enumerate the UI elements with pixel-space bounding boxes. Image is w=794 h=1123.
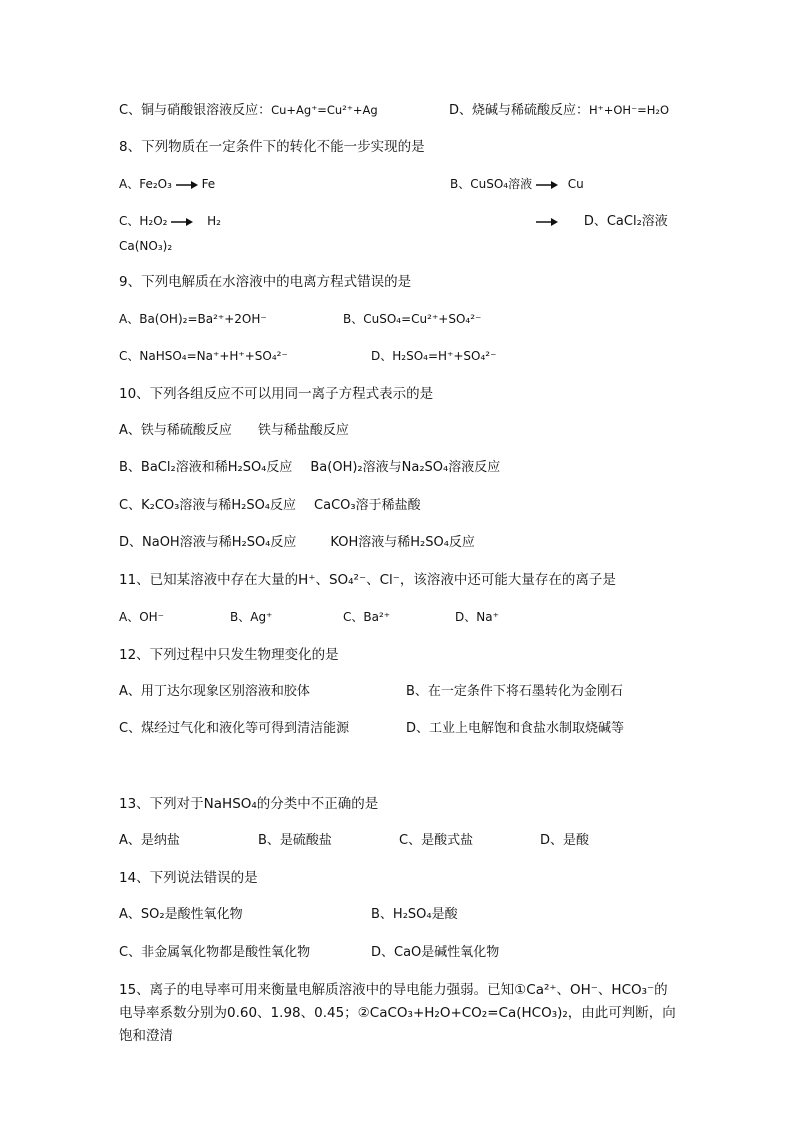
q8-stem: 8、下列物质在一定条件下的转化不能一步实现的是	[119, 139, 425, 155]
q10-c-second: CaCO₃溶于稀盐酸	[314, 498, 421, 513]
reaction-arrow-icon	[536, 180, 558, 190]
q10-d-second: KOH溶液与稀H₂SO₄反应	[330, 535, 475, 550]
q15-paragraph: 15、离子的电导率可用来衡量电解质溶液中的导电能力强弱。已知①Ca²⁺、OH⁻、HCO₃⁻的电导率系数分别为0.60、1.98、0.45；②CaCO₃+H₂O+CO₂=Ca(HCO₃)₂，由此可判断，向饱和澄清	[119, 982, 676, 1044]
q10-c-first: C、K₂CO₃溶液与稀H₂SO₄反应	[119, 498, 297, 513]
q10-a-second: 铁与稀盐酸反应	[257, 423, 349, 438]
q8-b-reactant: B、CuSO₄溶液	[450, 177, 533, 191]
q8-option-d	[536, 212, 668, 231]
q12-option-c: C、煤经过气化和液化等可得到清洁能源	[119, 721, 350, 736]
q11-option-d: D、Na⁺	[455, 610, 499, 624]
q13-option-c: C、是酸式盐	[399, 833, 474, 848]
q8-a-product: Fe	[201, 177, 216, 191]
q13-option-a: A、是纳盐	[119, 833, 180, 848]
q10-b-second: Ba(OH)₂溶液与Na₂SO₄溶液反应	[310, 460, 501, 475]
q7-option-c	[119, 101, 378, 120]
q14-option-a: A、SO₂是酸性氧化物	[119, 907, 243, 922]
q14-option-d: D、CaO是碱性氧化物	[371, 945, 500, 960]
q8-option-c	[119, 212, 221, 230]
q8-b-product: Cu	[567, 177, 584, 191]
q8-option-a	[119, 175, 215, 193]
q7-option-d	[449, 101, 669, 120]
q14-option-c: C、非金属氧化物都是酸性氧化物	[119, 945, 311, 960]
reaction-arrow-icon	[171, 217, 193, 227]
q7-option-c-equation: Cu+Ag⁺=Cu²⁺+Ag	[271, 103, 378, 117]
q10-d-first: D、NaOH溶液与稀H₂SO₄反应	[119, 535, 297, 550]
q8-option-d-continued: Ca(NO₃)₂	[119, 239, 173, 253]
q13-option-d: D、是酸	[540, 833, 590, 848]
q8-c-product: H₂	[207, 214, 221, 228]
reaction-arrow-icon	[536, 217, 558, 227]
q13-stem: 13、下列对于NaHSO₄的分类中不正确的是	[119, 796, 379, 812]
q7-option-d-equation: H⁺+OH⁻=H₂O	[589, 103, 670, 117]
q12-option-b: B、在一定条件下将石墨转化为金刚石	[406, 684, 623, 699]
q14-option-b: B、H₂SO₄是酸	[371, 907, 458, 922]
q12-stem: 12、下列过程中只发生物理变化的是	[119, 647, 339, 663]
q10-a-first: A、铁与稀硫酸反应	[119, 423, 232, 438]
q10-b-first: B、BaCl₂溶液和稀H₂SO₄反应	[119, 460, 293, 475]
q10-stem: 10、下列各组反应不可以用同一离子方程式表示的是	[119, 386, 434, 402]
q9-stem: 9、下列电解质在水溶液中的电离方程式错误的是	[119, 274, 412, 290]
q11-stem: 11、已知某溶液中存在大量的H⁺、SO₄²⁻、Cl⁻，该溶液中还可能大量存在的离子是	[119, 572, 616, 588]
q12-option-a: A、用丁达尔现象区别溶液和胶体	[119, 684, 310, 699]
q7-option-d-label: D、烧碱与稀硫酸反应：	[449, 103, 590, 118]
q10-option-c	[119, 497, 421, 515]
q9-option-c: C、NaHSO₄=Na⁺+H⁺+SO₄²⁻	[119, 349, 288, 363]
q10-option-a	[119, 422, 349, 440]
q8-d-text: D、CaCl₂溶液	[583, 214, 668, 229]
q8-c-reactant: C、H₂O₂	[119, 214, 168, 228]
q10-option-d	[119, 534, 475, 552]
q7-option-c-label: C、铜与硝酸银溶液反应：	[119, 103, 272, 118]
reaction-arrow-icon	[176, 180, 198, 190]
q13-option-b: B、是硫酸盐	[258, 833, 332, 848]
q8-option-b	[450, 175, 584, 193]
q9-option-d: D、H₂SO₄=H⁺+SO₄²⁻	[371, 349, 497, 363]
q9-option-a: A、Ba(OH)₂=Ba²⁺+2OH⁻	[119, 312, 267, 326]
q11-option-a: A、OH⁻	[119, 610, 165, 624]
q10-option-b	[119, 459, 500, 477]
q12-option-d: D、工业上电解饱和食盐水制取烧碱等	[406, 721, 625, 736]
q9-option-b: B、CuSO₄=Cu²⁺+SO₄²⁻	[343, 312, 482, 326]
q11-option-b: B、Ag⁺	[230, 610, 273, 624]
q11-option-c: C、Ba²⁺	[343, 610, 391, 624]
q8-a-reactant: A、Fe₂O₃	[119, 177, 172, 191]
q14-stem: 14、下列说法错误的是	[119, 870, 258, 886]
